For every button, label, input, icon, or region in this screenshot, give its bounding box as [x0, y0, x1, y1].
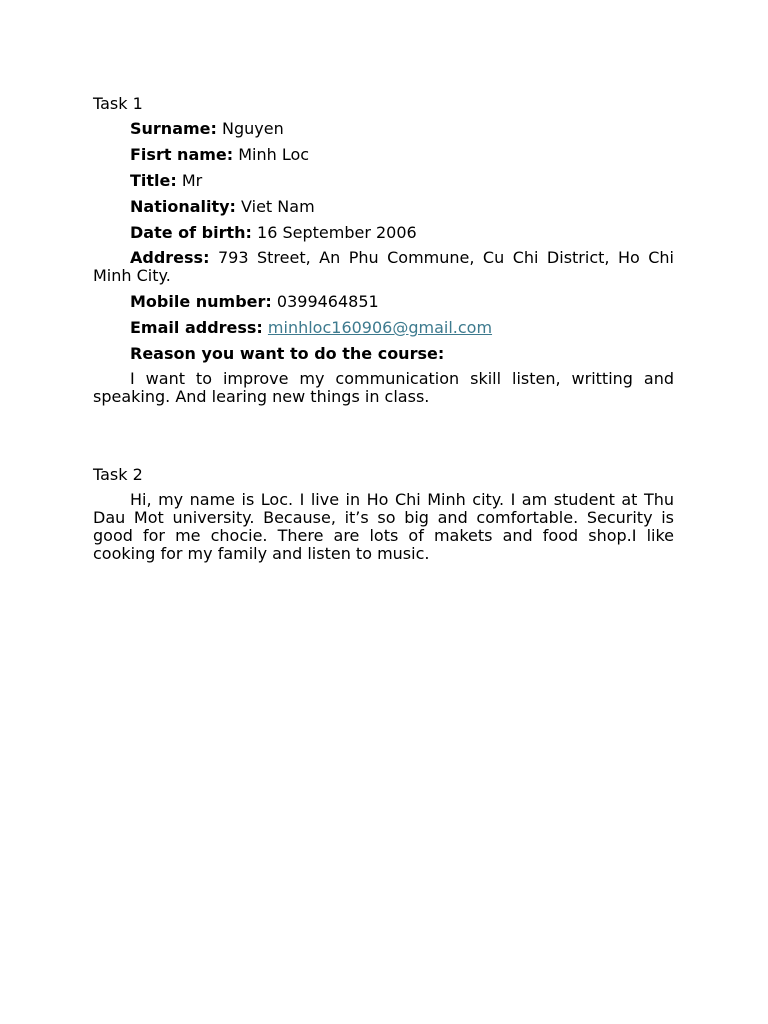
first-name-value: Minh Loc	[238, 145, 310, 164]
title-label: Title:	[130, 171, 177, 190]
email-address-label: Email address:	[130, 318, 263, 337]
title-value: Mr	[181, 171, 203, 190]
mobile-number-value: 0399464851	[276, 292, 379, 311]
surname-value: Nguyen	[222, 119, 284, 138]
title-field	[93, 171, 674, 190]
surname-label: Surname:	[130, 119, 217, 138]
nationality-field	[93, 197, 674, 216]
mobile-number-label: Mobile number:	[130, 292, 272, 311]
date-of-birth-value: 16 September 2006	[257, 223, 417, 242]
nationality-value: Viet Nam	[241, 197, 315, 216]
reason-field	[93, 344, 674, 363]
surname-field	[93, 119, 674, 138]
first-name-label: Fisrt name:	[130, 145, 234, 164]
nationality-label: Nationality:	[130, 197, 236, 216]
task1-section	[93, 94, 674, 406]
address-field	[93, 249, 674, 285]
task1-heading: Task 1	[93, 94, 143, 113]
address-value: 793 Street, An Phu Commune, Cu Chi District, Ho Chi Minh City.	[93, 248, 675, 285]
reason-label: Reason you want to do the course:	[130, 344, 445, 363]
mobile-number-field	[93, 292, 674, 311]
date-of-birth-label: Date of birth:	[130, 223, 252, 242]
date-of-birth-field	[93, 223, 674, 242]
email-address-field	[93, 318, 674, 337]
task2-paragraph: Hi, my name is Loc. I live in Ho Chi Minh city. I am student at Thu Dau Mot university. Because, it’s so big and comfortable. Security is good for me chocie. There are lots of makets and food shop.I like cooking for my family and listen to music.	[93, 490, 674, 563]
address-label: Address:	[130, 248, 210, 267]
first-name-field	[93, 145, 674, 164]
task2-section	[93, 465, 674, 563]
reason-paragraph: I want to improve my communication skill listen, writting and speaking. And learing new things in class.	[93, 369, 674, 406]
task2-heading: Task 2	[93, 465, 143, 484]
email-link[interactable]: minhloc160906@gmail.com	[267, 318, 493, 337]
